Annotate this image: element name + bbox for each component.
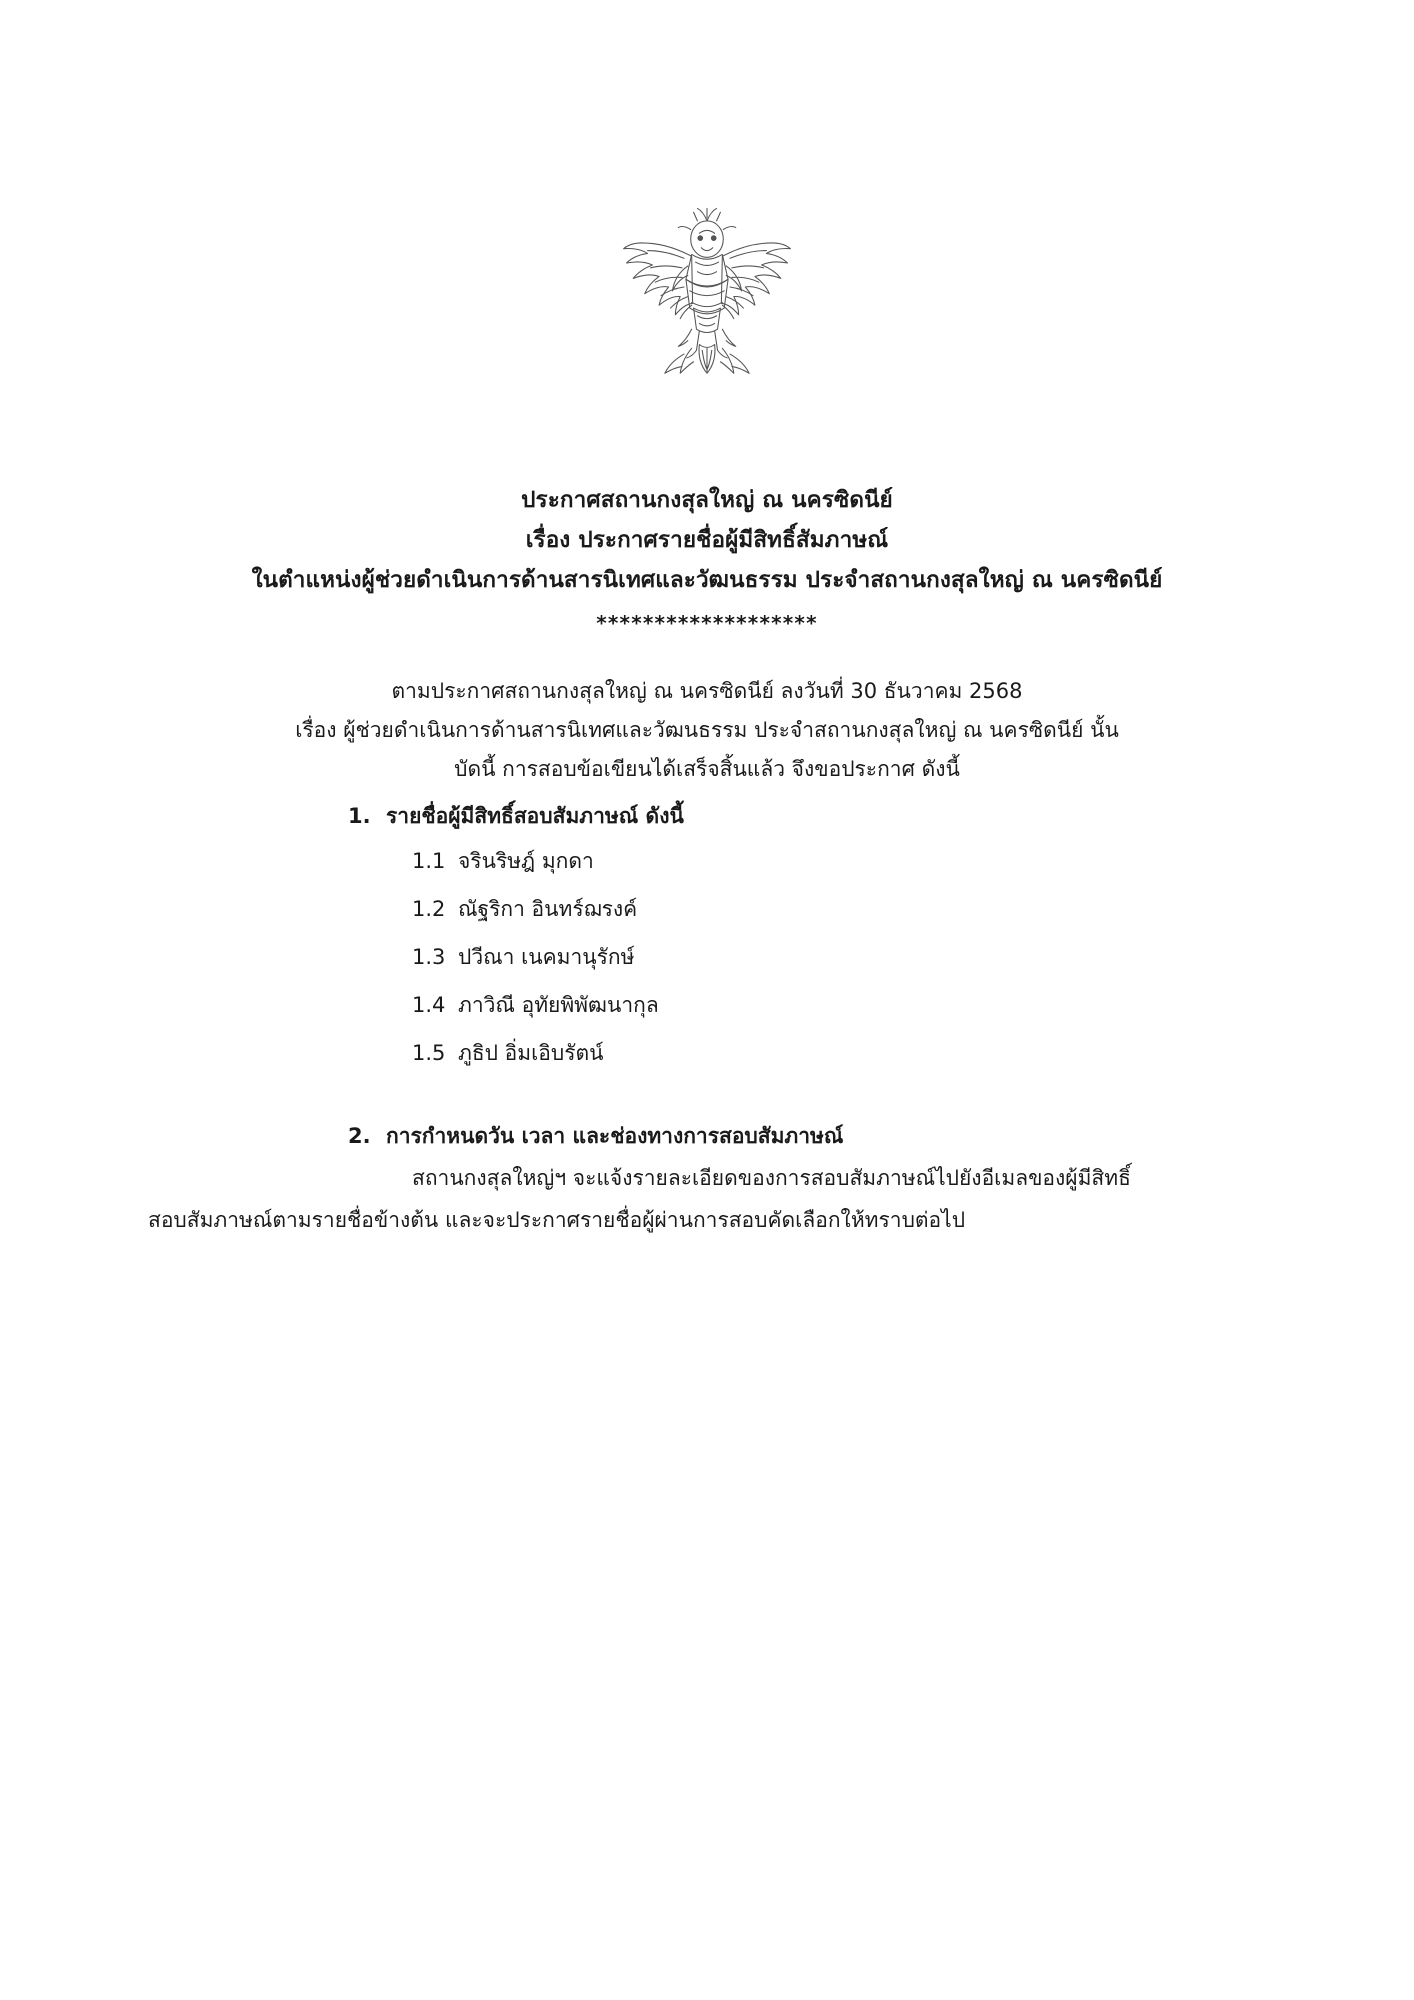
intro-line-1: ตามประกาศสถานกงสุลใหญ่ ณ นครซิดนีย์ ลงวันที่ 30 ธันวาคม 2568 [391,679,1023,703]
section-2-number: 2. [348,1124,371,1148]
list-item [0,837,1414,885]
section-2-body-line-1: สถานกงสุลใหญ่ฯ จะแจ้งรายละเอียดของการสอบสัมภาษณ์ไปยังอีเมลของผู้มีสิทธิ์ [412,1166,1131,1190]
candidate-name: ณัฐริกา อินทร์ฌรงค์ [458,897,638,921]
candidate-number: 1.5 [412,1041,446,1065]
section-item-2 [0,1115,1414,1241]
candidate-number: 1.4 [412,993,446,1017]
heading-separator-stars: ******************* [596,611,818,635]
document-heading [0,480,1414,644]
list-item [0,981,1414,1029]
list-item [0,933,1414,981]
candidate-name: จรินริษฎ์ มุกดา [458,849,594,873]
document-body [0,672,1414,1241]
candidate-name: ภูธิป อิ่มเอิบรัตน์ [458,1041,604,1065]
section-spacer [0,1077,1414,1109]
candidate-number: 1.3 [412,945,446,969]
section-2-body-line-2: สอบสัมภาษณ์ตามรายชื่อข้างต้น และจะประกาศรายชื่อผู้ผ่านการสอบคัดเลือกให้ทราบต่อไป [148,1208,966,1232]
candidate-number: 1.1 [412,849,446,873]
candidate-name: ภาวิณี อุทัยพิพัฒนากุล [458,993,659,1017]
heading-line-3: ในตำแหน่งผู้ช่วยดำเนินการด้านสารนิเทศและวัฒนธรรม ประจำสถานกงสุลใหญ่ ณ นครซิดนีย์ [251,567,1163,593]
garuda-emblem-icon [592,195,822,425]
section-item-1 [0,795,1414,1077]
section-1-heading [0,795,1414,837]
section-2-heading [0,1115,1414,1157]
candidate-name: ปวีณา เนคมานุรักษ์ [458,945,635,969]
candidate-list [0,837,1414,1077]
section-2-title: การกำหนดวัน เวลา และช่องทางการสอบสัมภาษณ์ [386,1124,844,1148]
list-item [0,1029,1414,1077]
heading-line-2: เรื่อง ประกาศรายชื่อผู้มีสิทธิ์สัมภาษณ์ [525,527,889,553]
section-1-number: 1. [348,804,371,828]
heading-line-1: ประกาศสถานกงสุลใหญ่ ณ นครซิดนีย์ [521,487,893,513]
intro-line-2: เรื่อง ผู้ช่วยดำเนินการด้านสารนิเทศและวัฒนธรรม ประจำสถานกงสุลใหญ่ ณ นครซิดนีย์ นั้น [295,718,1119,742]
list-item [0,885,1414,933]
candidate-number: 1.2 [412,897,446,921]
emblem-container [0,195,1414,425]
section-1-title: รายชื่อผู้มีสิทธิ์สอบสัมภาษณ์ ดังนี้ [386,804,684,828]
intro-line-3: บัดนี้ การสอบข้อเขียนได้เสร็จสิ้นแล้ว จึงขอประกาศ ดังนี้ [454,757,960,781]
